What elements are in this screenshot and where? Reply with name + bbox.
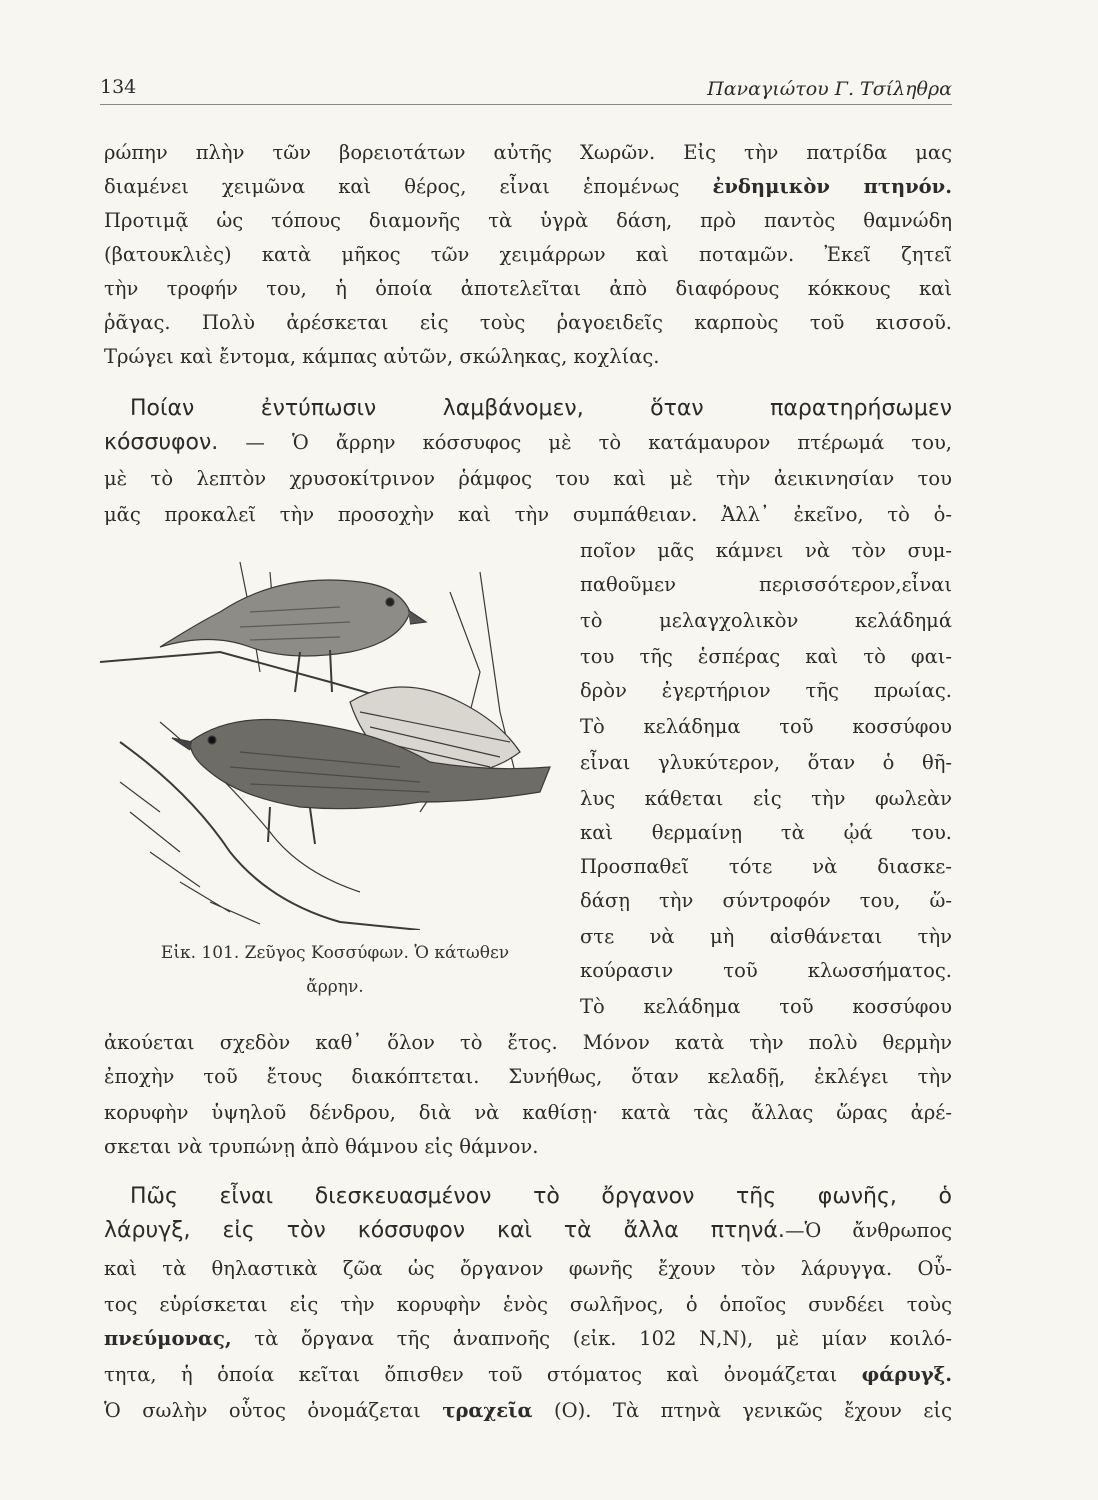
- section-question: κόσσυφον.: [104, 430, 219, 455]
- page-header: [100, 70, 952, 105]
- text-line: ρώπην πλὴν τῶν βορειοτάτων αὐτῆς Χωρῶν. Εἰς τὴν πατρίδα μας: [104, 141, 952, 164]
- running-title: Παναγιώτου Γ. Τσίληθρα: [707, 78, 952, 100]
- text-line: διαμένει χειμῶνα καὶ θέρος, εἶναι ἑπομένως ἐνδημικὸν πτηνόν.: [104, 175, 952, 198]
- text-line: ἀκούεται σχεδὸν καθ᾽ ὅλον τὸ ἔτος. Μόνον κατὰ τὴν πολὺ θερμὴν: [104, 1031, 952, 1054]
- bold-term: φάρυγξ.: [861, 1363, 952, 1386]
- text-line: τητα, ἡ ὁποία κεῖται ὄπισθεν τοῦ στόματος καὶ ὀνομάζεται φάρυγξ.: [104, 1363, 952, 1386]
- text-line: μᾶς προκαλεῖ τὴν προσοχὴν καὶ τὴν συμπάθειαν. Ἀλλ᾽ ἐκεῖνο, τὸ ὁ-: [104, 503, 952, 526]
- text-line: Τὸ κελάδημα τοῦ κοσσύφου: [580, 715, 952, 738]
- text-line: κούρασιν τοῦ κλωσσήματος.: [580, 959, 952, 982]
- text-line: (βατουκλιὲς) κατὰ μῆκος τῶν χειμάρρων καὶ ποταμῶν. Ἐκεῖ ζητεῖ: [104, 243, 952, 266]
- text-line: ἐποχὴν τοῦ ἔτους διακόπτεται. Συνήθως, ὅταν κελαδῇ, ἐκλέγει τὴν: [104, 1065, 952, 1088]
- bold-term: πνεύμονας,: [104, 1327, 232, 1350]
- text-line: πνεύμονας, τὰ ὄργανα τῆς ἀναπνοῆς (εἰκ. 102 Ν,Ν), μὲ μίαν κοιλό-: [104, 1327, 952, 1350]
- text-line: Ὁ σωλὴν οὗτος ὀνομάζεται τραχεῖα (Ο). Τὰ πτηνὰ γενικῶς ἔχουν εἰς: [104, 1399, 952, 1422]
- caption-line: ἄρρην.: [306, 977, 364, 997]
- section-question: λάρυγξ, εἰς τὸν κόσσυφον καὶ τὰ ἄλλα πτηνά.: [104, 1218, 785, 1243]
- text-line: στε νὰ μὴ αἰσθάνεται τὴν: [580, 925, 952, 948]
- text-line: Προτιμᾷ ὡς τόπους διαμονῆς τὰ ὑγρὰ δάση, πρὸ παντὸς θαμνώδη: [104, 209, 952, 232]
- text-line: δρὸν ἐγερτήριον τῆς πρωίας.: [580, 679, 952, 702]
- text-line: κορυφὴν ὑψηλοῦ δένδρου, διὰ νὰ καθίσῃ· κατὰ τὰς ἄλλας ὥρας ἀρέ-: [104, 1101, 952, 1124]
- text-line: ῥᾶγας. Πολὺ ἀρέσκεται εἰς τοὺς ῥαγοειδεῖς καρποὺς τοῦ κισσοῦ.: [104, 311, 952, 334]
- text-line: παθοῦμεν περισσότερον,εἶναι: [580, 573, 952, 596]
- text-line: μὲ τὸ λεπτὸν χρυσοκίτρινον ῥάμφος του καὶ μὲ τὴν ἀεικινησίαν του: [104, 467, 952, 490]
- text-line: τὸ μελαγχολικὸν κελάδημά: [580, 609, 952, 632]
- text-line: τὴν τροφήν του, ἡ ὁποία ἀποτελεῖται ἀπὸ διαφόρους κόκκους καὶ: [104, 277, 952, 300]
- text-line: Προσπαθεῖ τότε νὰ διασκε-: [580, 855, 952, 878]
- text-line: λυς κάθεται εἰς τὴν φωλεὰν: [580, 787, 952, 810]
- text-line: λάρυγξ, εἰς τὸν κόσσυφον καὶ τὰ ἄλλα πτηνά.—Ὁ ἄνθρωπος: [104, 1218, 952, 1243]
- text-line: καὶ θερμαίνῃ τὰ ᾠά του.: [580, 821, 952, 844]
- text-line: καὶ τὰ θηλαστικὰ ζῶα ὡς ὄργανον φωνῆς ἔχουν τὸν λάρυγγα. Οὗ-: [104, 1257, 952, 1280]
- section-question: Ποίαν ἐντύπωσιν λαμβάνομεν, ὅταν παρατηρήσωμεν: [130, 396, 952, 421]
- text-line: κόσσυφον. — Ὁ ἄρρην κόσσυφος μὲ τὸ κατάμαυρον πτέρωμά του,: [104, 430, 952, 455]
- text-line: σκεται νὰ τρυπώνῃ ἀπὸ θάμνου εἰς θάμνον.: [104, 1135, 539, 1158]
- section-question: Πῶς εἶναι διεσκευασμένον τὸ ὄργανον τῆς φωνῆς, ὁ: [130, 1184, 952, 1209]
- text-line: τος εὑρίσκεται εἰς τὴν κορυφὴν ἑνὸς σωλῆνος, ὁ ὁποῖος συνδέει τοὺς: [104, 1293, 952, 1316]
- bold-term: τραχεῖα: [442, 1399, 533, 1422]
- text-line: ποῖον μᾶς κάμνει νὰ τὸν συμ-: [580, 539, 952, 562]
- text-line: Τὸ κελάδημα τοῦ κοσσύφου: [580, 995, 952, 1018]
- text-line: εἶναι γλυκύτερον, ὅταν ὁ θῆ-: [580, 751, 952, 774]
- text-line: του τῆς ἑσπέρας καὶ τὸ φαι-: [580, 645, 952, 668]
- caption-line: Εἰκ. 101. Ζεῦγος Κοσσύφων. Ὁ κάτωθεν: [160, 943, 510, 963]
- figure-caption: [100, 936, 570, 1004]
- text-line: δάσῃ τὴν σύντροφόν του, ὥ-: [580, 889, 952, 912]
- text-line: Τρώγει καὶ ἔντομα, κάμπας αὐτῶν, σκώληκας, κοχλίας.: [104, 345, 660, 368]
- bold-term: ἐνδημικὸν πτηνόν.: [712, 175, 952, 198]
- blackbird-pair-illustration: [100, 552, 560, 930]
- page-number: 134: [100, 76, 137, 98]
